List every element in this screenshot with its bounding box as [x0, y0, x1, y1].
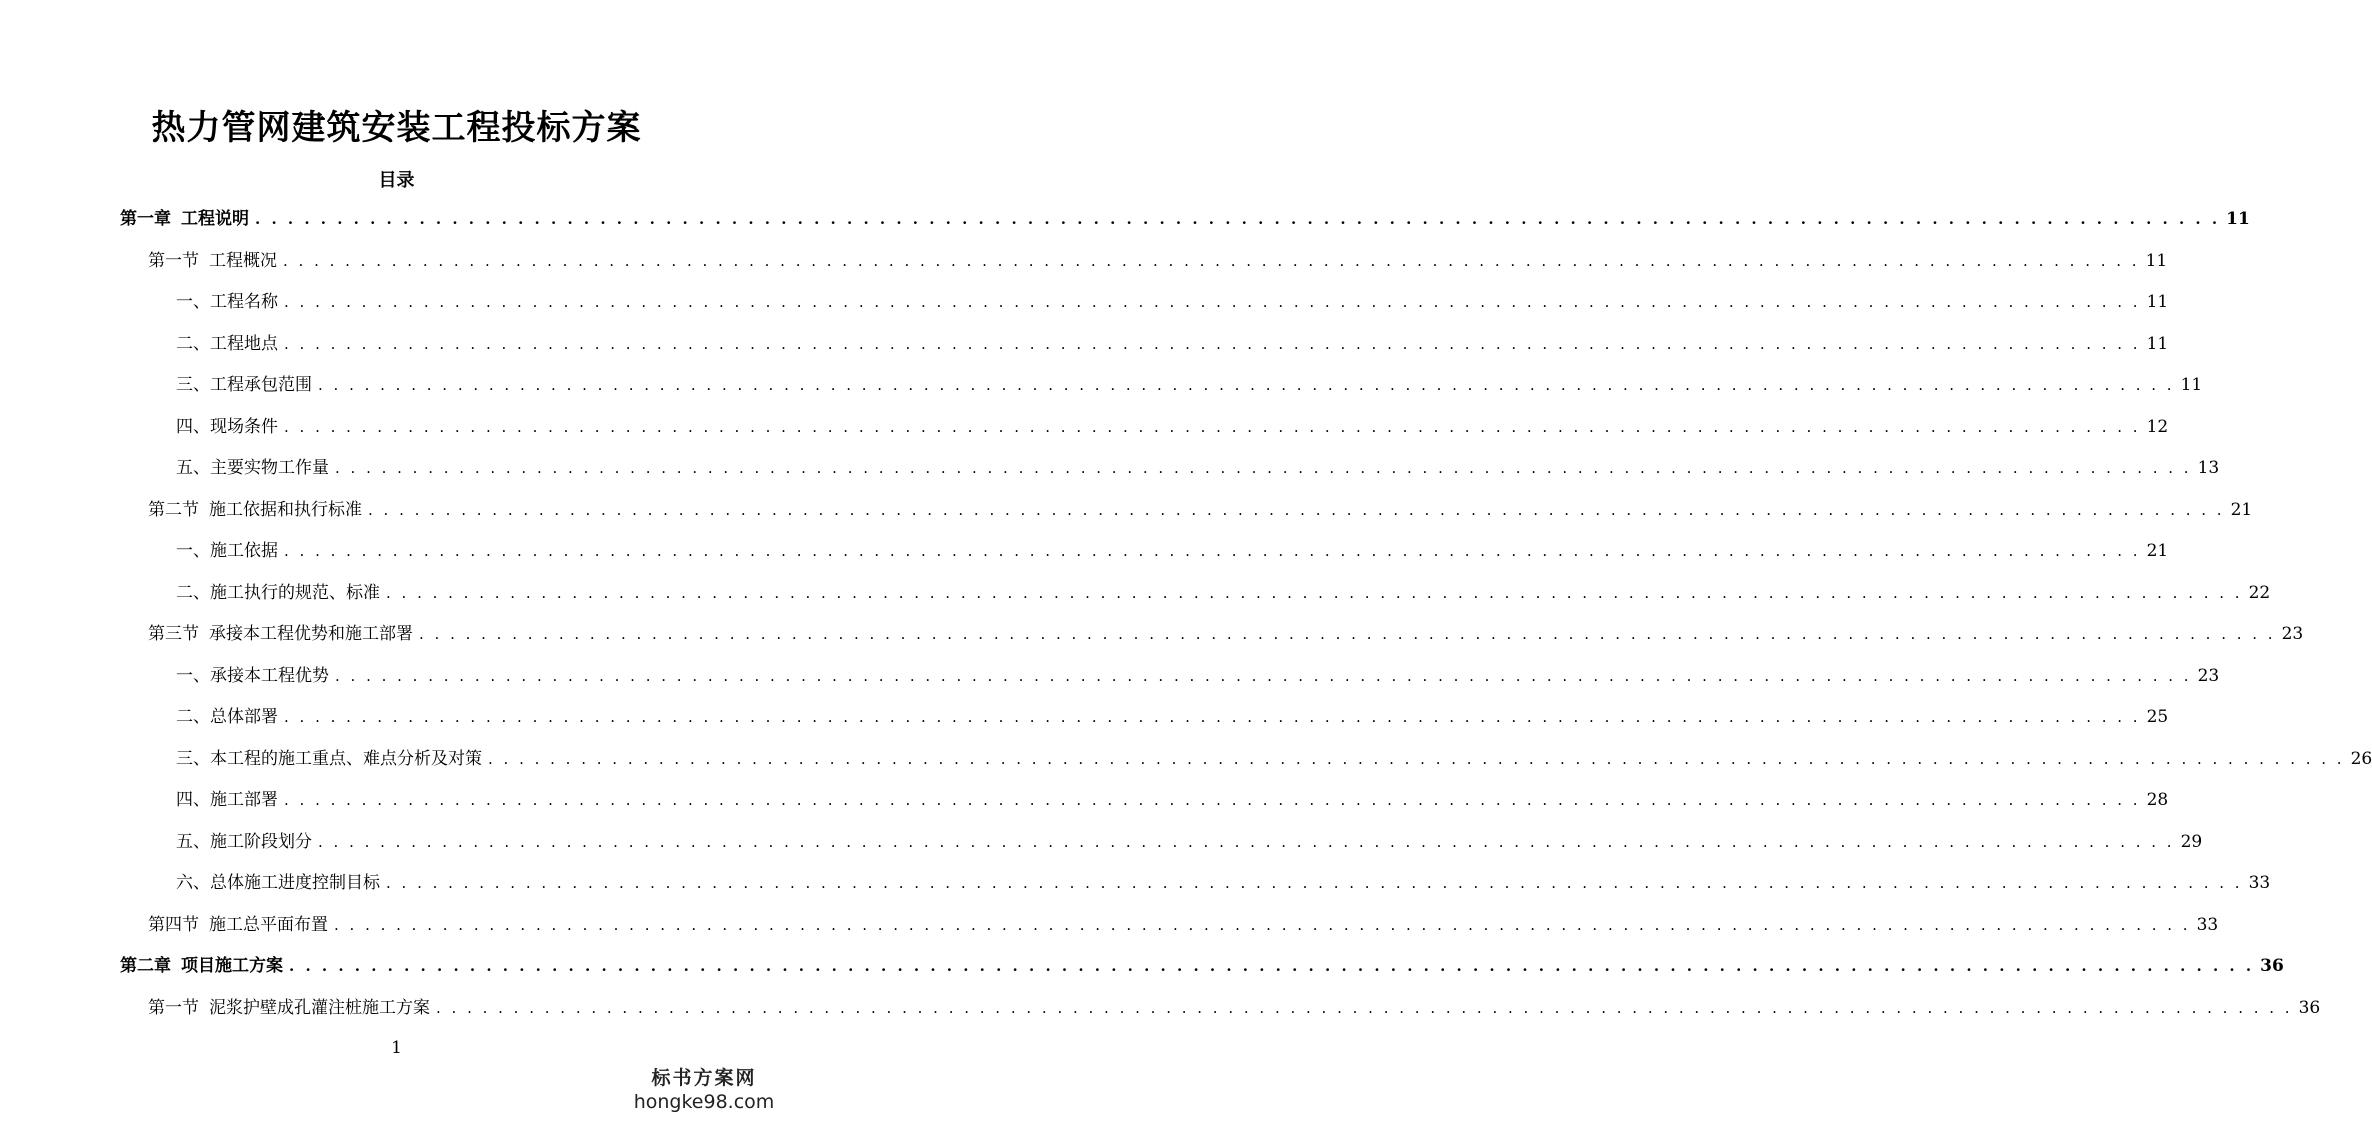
- toc-entry[interactable]: [176, 330, 2169, 358]
- toc-entry-page: 11: [2226, 209, 2250, 229]
- toc-entry-page: 21: [2146, 541, 2169, 561]
- toc-entry-page: 33: [2248, 873, 2271, 893]
- toc-entry-page: 26: [2350, 749, 2372, 769]
- toc-entry-title: 施工依据和执行标准: [209, 500, 362, 520]
- toc-leader-dots: . . . . . . . . . . . . . . . . . . . . . . . . . . . . . . . . . . . . . . . . . . . . . . . . . . . . . . . . . . . . . . . . . . . . . . . . . . . . . . . . . . . . . . . . . . . . . . . . . . . . . . . . . . . . . . . . . . . . . . . .: [284, 542, 2141, 560]
- toc-entry[interactable]: [148, 496, 2253, 524]
- toc-leader-dots: . . . . . . . . . . . . . . . . . . . . . . . . . . . . . . . . . . . . . . . . . . . . . . . . . . . . . . . . . . . . . . . . . . . . . . . . . . . . . . . . . . . . . . . . . . . . . . . . . . . . . . . . . . . . . . . . . . . . . . . .: [284, 791, 2141, 809]
- toc-entry-label: 一、: [176, 541, 210, 561]
- watermark-text-cn: 标书方案网: [651, 1067, 757, 1089]
- toc-leader-dots: . . . . . . . . . . . . . . . . . . . . . . . . . . . . . . . . . . . . . . . . . . . . . . . . . . . . . . . . . . . . . . . . . . . . . . . . . . . . . . . . . . . . . . . . . . . . . . . . . . . . . . . . . . . . . . . . . . . . . . . .: [335, 667, 2192, 685]
- toc-entry[interactable]: [176, 828, 2203, 856]
- toc-leader-dots: . . . . . . . . . . . . . . . . . . . . . . . . . . . . . . . . . . . . . . . . . . . . . . . . . . . . . . . . . . . . . . . . . . . . . . . . . . . . . . . . . . . . . . . . . . . . . . . . . . . . . . . . . . . . . . . . . . . . . . . .: [284, 335, 2141, 353]
- toc-entry-title: 总体部署: [210, 707, 278, 727]
- toc-leader-dots: . . . . . . . . . . . . . . . . . . . . . . . . . . . . . . . . . . . . . . . . . . . . . . . . . . . . . . . . . . . . . . . . . . . . . . . . . . . . . . . . . . . . . . . . . . . . . . . . . . . . . . . . . . . . . . . . . . . . . . . .: [255, 210, 2221, 228]
- toc-entry-label: 六、: [176, 873, 210, 893]
- toc-leader-dots: . . . . . . . . . . . . . . . . . . . . . . . . . . . . . . . . . . . . . . . . . . . . . . . . . . . . . . . . . . . . . . . . . . . . . . . . . . . . . . . . . . . . . . . . . . . . . . . . . . . . . . . . . . . . . . . . . . . . . . . .: [318, 376, 2175, 394]
- toc-entry-title: 工程名称: [210, 292, 278, 312]
- toc-entry-label: 第一章: [120, 209, 171, 229]
- toc-entry-label: 一、: [176, 292, 210, 312]
- toc-entry[interactable]: [176, 703, 2169, 731]
- toc-entry-title: 总体施工进度控制目标: [210, 873, 380, 893]
- toc-entry-label: 第四节: [148, 915, 199, 935]
- toc-entry[interactable]: [176, 288, 2169, 316]
- toc-entry-title: 承接本工程优势: [210, 666, 329, 686]
- document-title: 热力管网建筑安装工程投标方案: [151, 108, 642, 148]
- toc-entry[interactable]: [176, 662, 2220, 690]
- toc-leader-dots: . . . . . . . . . . . . . . . . . . . . . . . . . . . . . . . . . . . . . . . . . . . . . . . . . . . . . . . . . . . . . . . . . . . . . . . . . . . . . . . . . . . . . . . . . . . . . . . . . . . . . . . . . . . . . . . . . . . . . . . .: [284, 293, 2141, 311]
- toc-entry[interactable]: [148, 247, 2168, 275]
- page-number: 1: [391, 1038, 402, 1058]
- toc-entry-label: 二、: [176, 334, 210, 354]
- toc-entry-page: 22: [2248, 583, 2271, 603]
- toc-entry-page: 13: [2197, 458, 2220, 478]
- toc-entry-label: 三、: [176, 749, 210, 769]
- toc-leader-dots: . . . . . . . . . . . . . . . . . . . . . . . . . . . . . . . . . . . . . . . . . . . . . . . . . . . . . . . . . . . . . . . . . . . . . . . . . . . . . . . . . . . . . . . . . . . . . . . . . . . . . . . . . . . . . . . . . . . . . . . .: [368, 501, 2225, 519]
- toc-entry-title: 工程概况: [209, 251, 277, 271]
- toc-entry-page: 33: [2196, 915, 2219, 935]
- toc-entry-label: 第一节: [148, 251, 199, 271]
- toc-leader-dots: . . . . . . . . . . . . . . . . . . . . . . . . . . . . . . . . . . . . . . . . . . . . . . . . . . . . . . . . . . . . . . . . . . . . . . . . . . . . . . . . . . . . . . . . . . . . . . . . . . . . . . . . . . . . . . . . . . . . . . . .: [334, 916, 2191, 934]
- toc-entry[interactable]: [176, 745, 2372, 773]
- toc-entry[interactable]: [148, 620, 2304, 648]
- toc-leader-dots: . . . . . . . . . . . . . . . . . . . . . . . . . . . . . . . . . . . . . . . . . . . . . . . . . . . . . . . . . . . . . . . . . . . . . . . . . . . . . . . . . . . . . . . . . . . . . . . . . . . . . . . . . . . . . . . . . . . . . . . .: [386, 584, 2243, 602]
- toc-entry-page: 25: [2146, 707, 2169, 727]
- toc-entry-title: 施工部署: [210, 790, 278, 810]
- toc-leader-dots: . . . . . . . . . . . . . . . . . . . . . . . . . . . . . . . . . . . . . . . . . . . . . . . . . . . . . . . . . . . . . . . . . . . . . . . . . . . . . . . . . . . . . . . . . . . . . . . . . . . . . . . . . . . . . . . . . . . . . . . .: [419, 625, 2276, 643]
- toc-entry-label: 二、: [176, 583, 210, 603]
- watermark-logo: [629, 1066, 779, 1114]
- toc-leader-dots: . . . . . . . . . . . . . . . . . . . . . . . . . . . . . . . . . . . . . . . . . . . . . . . . . . . . . . . . . . . . . . . . . . . . . . . . . . . . . . . . . . . . . . . . . . . . . . . . . . . . . . . . . . . . . . . . . . . . . . . .: [386, 874, 2243, 892]
- toc-entry-title: 工程说明: [181, 209, 249, 229]
- toc-heading: 目录: [378, 170, 415, 191]
- toc-entry[interactable]: [176, 413, 2169, 441]
- toc-entry[interactable]: [176, 786, 2169, 814]
- toc-entry-page: 23: [2281, 624, 2304, 644]
- toc-entry[interactable]: [120, 205, 2250, 233]
- toc-entry-title: 泥浆护壁成孔灌注桩施工方案: [209, 998, 430, 1018]
- toc-entry-label: 五、: [176, 832, 210, 852]
- toc-entry-label: 五、: [176, 458, 210, 478]
- watermark-text-url: hongke98.com: [633, 1091, 775, 1113]
- toc-entry[interactable]: [176, 579, 2271, 607]
- toc-entry[interactable]: [148, 911, 2219, 939]
- toc-entry-page: 23: [2197, 666, 2220, 686]
- toc-leader-dots: . . . . . . . . . . . . . . . . . . . . . . . . . . . . . . . . . . . . . . . . . . . . . . . . . . . . . . . . . . . . . . . . . . . . . . . . . . . . . . . . . . . . . . . . . . . . . . . . . . . . . . . . . . . . . . . . . . . . . . . .: [488, 750, 2345, 768]
- toc-entry-title: 工程承包范围: [210, 375, 312, 395]
- toc-entry-page: 11: [2180, 375, 2203, 395]
- toc-entry-label: 第一节: [148, 998, 199, 1018]
- toc-entry[interactable]: [176, 454, 2220, 482]
- toc-entry-page: 29: [2180, 832, 2203, 852]
- toc-leader-dots: . . . . . . . . . . . . . . . . . . . . . . . . . . . . . . . . . . . . . . . . . . . . . . . . . . . . . . . . . . . . . . . . . . . . . . . . . . . . . . . . . . . . . . . . . . . . . . . . . . . . . . . . . . . . . . . . . . . . . . . .: [284, 418, 2141, 436]
- toc-entry-label: 三、: [176, 375, 210, 395]
- toc-entry[interactable]: [148, 994, 2321, 1022]
- toc-entry-label: 四、: [176, 790, 210, 810]
- toc-entry-label: 二、: [176, 707, 210, 727]
- toc-leader-dots: . . . . . . . . . . . . . . . . . . . . . . . . . . . . . . . . . . . . . . . . . . . . . . . . . . . . . . . . . . . . . . . . . . . . . . . . . . . . . . . . . . . . . . . . . . . . . . . . . . . . . . . . . . . . . . . . . . . . . . . .: [318, 833, 2175, 851]
- toc-entry-label: 第二章: [120, 956, 171, 976]
- toc-leader-dots: . . . . . . . . . . . . . . . . . . . . . . . . . . . . . . . . . . . . . . . . . . . . . . . . . . . . . . . . . . . . . . . . . . . . . . . . . . . . . . . . . . . . . . . . . . . . . . . . . . . . . . . . . . . . . . . . . . . . . . . .: [284, 708, 2141, 726]
- toc-entry-label: 四、: [176, 417, 210, 437]
- toc-leader-dots: . . . . . . . . . . . . . . . . . . . . . . . . . . . . . . . . . . . . . . . . . . . . . . . . . . . . . . . . . . . . . . . . . . . . . . . . . . . . . . . . . . . . . . . . . . . . . . . . . . . . . . . . . . . . . . . . . . . . . . . .: [335, 459, 2192, 477]
- toc-entry[interactable]: [176, 371, 2203, 399]
- toc-entry-page: 12: [2146, 417, 2169, 437]
- toc-entry-title: 施工总平面布置: [209, 915, 328, 935]
- toc-entry-title: 工程地点: [210, 334, 278, 354]
- toc-entry-page: 36: [2298, 998, 2321, 1018]
- toc-entry-page: 11: [2145, 251, 2168, 271]
- toc-entry-title: 主要实物工作量: [210, 458, 329, 478]
- toc-entry-page: 21: [2230, 500, 2253, 520]
- toc-entry-label: 第二节: [148, 500, 199, 520]
- toc-entry-page: 36: [2260, 956, 2284, 976]
- toc-entry-page: 28: [2146, 790, 2169, 810]
- toc-entry-title: 本工程的施工重点、难点分析及对策: [210, 749, 482, 769]
- toc-entry-title: 施工执行的规范、标准: [210, 583, 380, 603]
- toc-entry-title: 施工阶段划分: [210, 832, 312, 852]
- toc-entry-label: 一、: [176, 666, 210, 686]
- toc-entry-title: 现场条件: [210, 417, 278, 437]
- toc-leader-dots: . . . . . . . . . . . . . . . . . . . . . . . . . . . . . . . . . . . . . . . . . . . . . . . . . . . . . . . . . . . . . . . . . . . . . . . . . . . . . . . . . . . . . . . . . . . . . . . . . . . . . . . . . . . . . . . . . . . . . . . .: [436, 999, 2293, 1017]
- toc-entry-title: 承接本工程优势和施工部署: [209, 624, 413, 644]
- toc-entry-page: 11: [2146, 292, 2169, 312]
- toc-entry-title: 项目施工方案: [181, 956, 283, 976]
- toc-entry[interactable]: [176, 869, 2271, 897]
- toc-leader-dots: . . . . . . . . . . . . . . . . . . . . . . . . . . . . . . . . . . . . . . . . . . . . . . . . . . . . . . . . . . . . . . . . . . . . . . . . . . . . . . . . . . . . . . . . . . . . . . . . . . . . . . . . . . . . . . . . . . . . . . . .: [283, 252, 2140, 270]
- toc-entry[interactable]: [176, 537, 2169, 565]
- toc-leader-dots: . . . . . . . . . . . . . . . . . . . . . . . . . . . . . . . . . . . . . . . . . . . . . . . . . . . . . . . . . . . . . . . . . . . . . . . . . . . . . . . . . . . . . . . . . . . . . . . . . . . . . . . . . . . . . . . . . . . . . . . .: [289, 957, 2255, 975]
- toc-entry[interactable]: [120, 952, 2284, 980]
- toc-entry-title: 施工依据: [210, 541, 278, 561]
- toc-entry-label: 第三节: [148, 624, 199, 644]
- toc-entry-page: 11: [2146, 334, 2169, 354]
